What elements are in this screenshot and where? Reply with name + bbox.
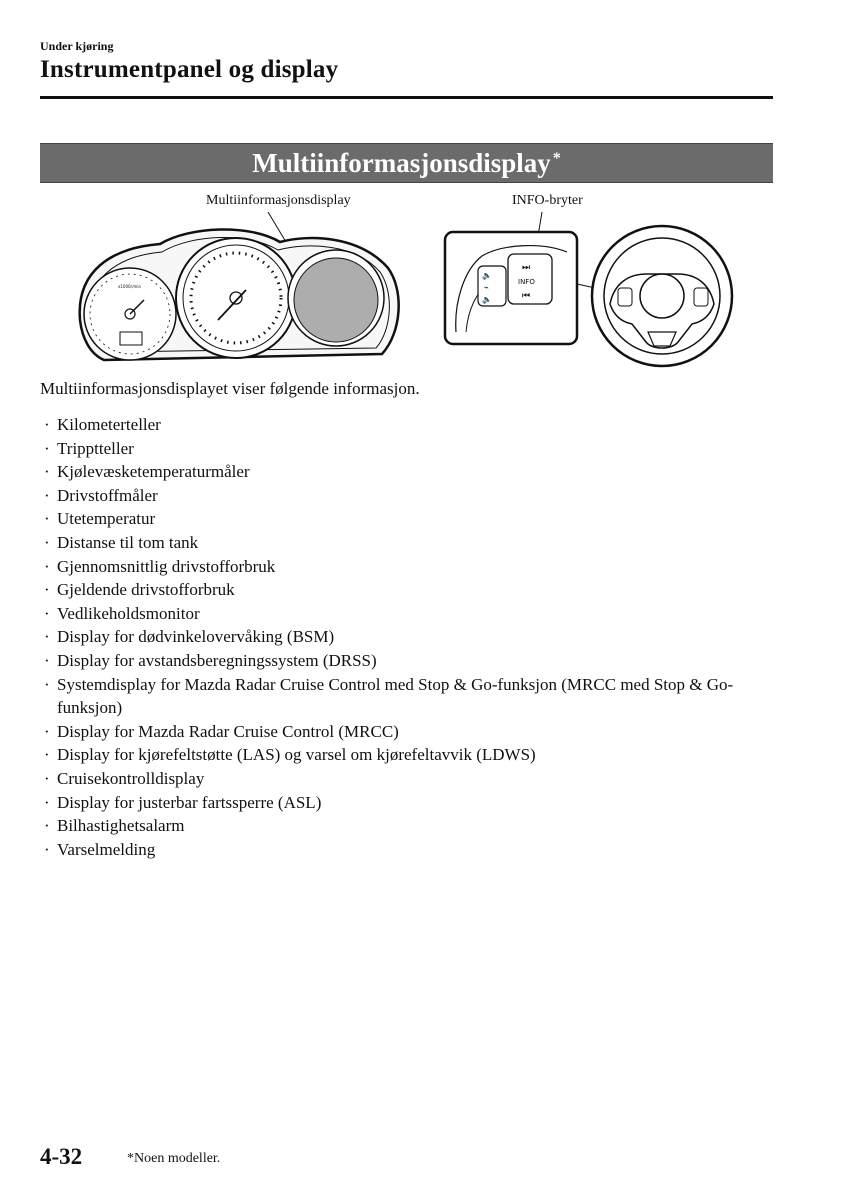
list-item: · Distanse til tom tank: [40, 531, 770, 555]
list-item: · Display for avstandsberegningssystem (DRSS): [40, 649, 770, 673]
list-item: · Display for kjørefeltstøtte (LAS) og varsel om kjørefeltavvik (LDWS): [40, 743, 770, 767]
skip-forward-icon: ⏭: [522, 263, 531, 273]
footnote: *Noen modeller.: [127, 1151, 221, 1166]
list-item: · Drivstoffmåler: [40, 484, 770, 508]
page-number: 4-32: [40, 1144, 83, 1169]
callout-display-label: Multiinformasjonsdisplay: [206, 193, 351, 208]
section-banner: [40, 143, 773, 183]
steering-wheel-airbag: [640, 274, 684, 318]
info-switch-label: INFO: [518, 278, 535, 286]
voice-icon: ⌁: [484, 283, 489, 292]
list-item: · Display for dødvinkelovervåking (BSM): [40, 625, 770, 649]
list-item: · Kjølevæsketemperaturmåler: [40, 460, 770, 484]
callout-info-label: INFO-bryter: [512, 193, 583, 208]
steering-wheel-illustration: [442, 212, 748, 372]
list-item: · Varselmelding: [40, 838, 770, 862]
list-item: · Gjennomsnittlig drivstofforbruk: [40, 555, 770, 579]
list-item: · Tripptteller: [40, 437, 770, 461]
instrument-cluster-illustration: [70, 212, 406, 368]
multi-info-display-screen: [294, 258, 378, 342]
model-marker: *: [552, 150, 561, 167]
tachometer-scale-label: x1000r/min: [118, 284, 142, 289]
speaker-minus-icon: 🔈: [482, 295, 492, 304]
banner-title: Multiinformasjonsdisplay: [252, 147, 551, 178]
info-list: [40, 413, 770, 861]
skip-back-icon: ⏮: [522, 291, 531, 301]
list-item: · Vedlikeholdsmonitor: [40, 602, 770, 626]
list-item: · Display for justerbar fartssperre (ASL): [40, 791, 770, 815]
page-title: Instrumentpanel og display: [40, 56, 339, 83]
list-item: · Systemdisplay for Mazda Radar Cruise Control med Stop & Go-funksjon (MRCC med Stop & Go-funksjon): [40, 673, 770, 720]
intro-paragraph: Multiinformasjonsdisplayet viser følgende informasjon.: [40, 379, 420, 398]
speedometer-gauge: [176, 238, 296, 358]
list-item: · Gjeldende drivstofforbruk: [40, 578, 770, 602]
speaker-icon: 🔈: [482, 271, 492, 280]
list-item: · Bilhastighetsalarm: [40, 814, 770, 838]
list-item: · Utetemperatur: [40, 507, 770, 531]
list-item: · Cruisekontrolldisplay: [40, 767, 770, 791]
list-item: · Kilometerteller: [40, 413, 770, 437]
section-label: Under kjøring: [40, 39, 114, 53]
list-item: · Display for Mazda Radar Cruise Control (MRCC): [40, 720, 770, 744]
title-rule: [40, 96, 773, 99]
